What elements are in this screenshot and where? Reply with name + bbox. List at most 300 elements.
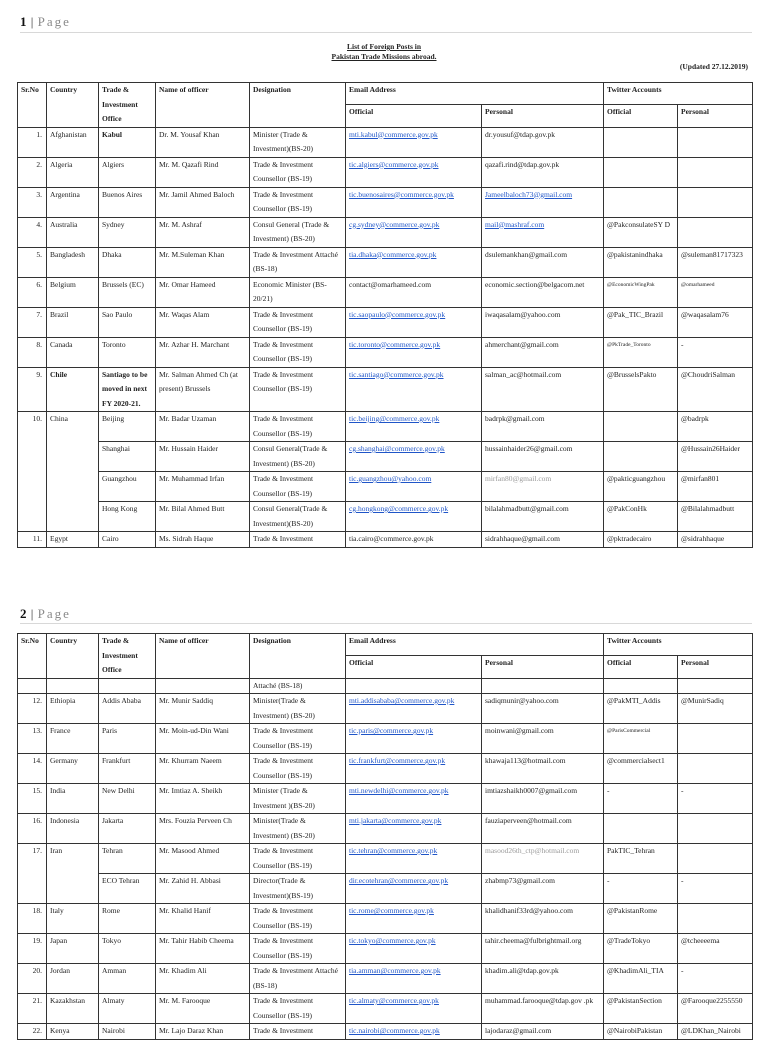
col-email: Email Address [346, 83, 604, 105]
cell-designation: Trade & Investment Counsellor (BS-19) [250, 307, 346, 337]
col-email: Email Address [346, 634, 604, 656]
col-twitter: Twitter Accounts [604, 634, 753, 656]
email-link[interactable]: cg.shanghai@commerce.gov.pk [349, 444, 445, 453]
cell-officer: Mr. Imtiaz A. Sheikh [156, 784, 250, 814]
cell-officer: Mr. Moin-ud-Din Wani [156, 724, 250, 754]
col-trade-office: Trade & Investment Office [99, 634, 156, 679]
header-rule [20, 623, 752, 624]
cell-twitter-official [604, 187, 678, 217]
col-trade-office: Trade & Investment Office [99, 83, 156, 128]
col-email-personal: Personal [482, 656, 604, 678]
cell-country: Iran [47, 844, 99, 904]
cell-designation: Minister(Trade & Investment) (BS-20) [250, 694, 346, 724]
cell-email-personal: ahmerchant@gmail.com [482, 337, 604, 367]
page-number: 1 [20, 14, 27, 29]
cell-email-personal: dsulemankhan@gmail.com [482, 247, 604, 277]
col-designation: Designation [250, 83, 346, 128]
title-line-1: List of Foreign Posts in [346, 42, 422, 51]
cell-country: Germany [47, 754, 99, 784]
cell-twitter-official: @PakconsulateSY D [604, 217, 678, 247]
cell-twitter-official [604, 814, 678, 844]
cell-office: Sydney [99, 217, 156, 247]
table-row-carryover [18, 678, 753, 694]
cell-officer: Dr. M. Yousaf Khan [156, 127, 250, 157]
cell-srno: 7. [18, 307, 47, 337]
cell-officer: Mr. M. Ashraf [156, 217, 250, 247]
cell-twitter-personal: @MunirSadiq [678, 694, 753, 724]
cell-designation: Trade & Investment Counsellor (BS-19) [250, 157, 346, 187]
table-row [18, 724, 753, 754]
email-link[interactable]: tic.nairobi@commerce.gov.pk [349, 1026, 440, 1035]
cell-designation: Consul General(Trade & Investment) (BS-20) [250, 442, 346, 472]
email-link[interactable]: tia.amman@commerce.gov.pk [349, 966, 441, 975]
cell-twitter-official: - [604, 784, 678, 814]
cell-twitter-personal: @suleman81717323 [678, 247, 753, 277]
col-designation: Designation [250, 634, 346, 679]
cell-email-official[interactable] [346, 412, 482, 442]
cell-srno: 19. [18, 934, 47, 964]
email-link[interactable]: Jameelbaloch73@gmail.com [485, 189, 573, 199]
cell-email-official: tia.cairo@commerce.gov.pk [346, 532, 482, 548]
cell-office: New Delhi [99, 784, 156, 814]
page-separator: | [30, 14, 34, 29]
email-link[interactable]: mti.newdelhi@commerce.gov.pk [349, 786, 449, 795]
email-link[interactable]: tic.tokyo@commerce.gov.pk [349, 936, 436, 945]
table-row [18, 157, 753, 187]
cell-twitter-official: @EconomicWingPak [604, 277, 678, 307]
cell-officer: Mr. Waqas Alam [156, 307, 250, 337]
cell-office: Almaty [99, 994, 156, 1024]
cell-officer: Mr. Muhammad Irfan [156, 472, 250, 502]
cell-srno: 2. [18, 157, 47, 187]
col-twitter-official: Official [604, 105, 678, 127]
cell-email-personal[interactable] [482, 187, 604, 217]
cell-twitter-official [604, 412, 678, 442]
email-link[interactable]: tic.beijing@commerce.gov.pk [349, 414, 440, 423]
table-row [18, 472, 753, 502]
table-row [18, 904, 753, 934]
cell-twitter-personal [678, 217, 753, 247]
cell-officer: Mr. Masood Ahmed [156, 844, 250, 874]
cell-office: Sao Paulo [99, 307, 156, 337]
cell-twitter-personal: @sidrahhaque [678, 532, 753, 548]
foreign-posts-table-1 [17, 82, 753, 548]
cell-email-official[interactable] [346, 784, 482, 814]
cell-twitter-personal: @Hussain26Haider [678, 442, 753, 472]
col-country: Country [47, 83, 99, 128]
cell-officer: Mr. M. Qazafi Rind [156, 157, 250, 187]
cell-twitter-official: PakTIC_Tehran [604, 844, 678, 874]
cell-country: Japan [47, 934, 99, 964]
cell-designation: Trade & Investment Attaché (BS-18) [250, 247, 346, 277]
col-email-personal: Personal [482, 105, 604, 127]
cell-srno: 12. [18, 694, 47, 724]
cell-country: India [47, 784, 99, 814]
cell-designation: Consul General(Trade & Investment)(BS-20) [250, 502, 346, 532]
cell-twitter-personal [678, 814, 753, 844]
cell-country: Chile [47, 367, 99, 412]
table-row [18, 442, 753, 472]
page-label: Page [37, 14, 71, 29]
table-cell [156, 678, 250, 694]
col-officer: Name of officer [156, 634, 250, 679]
email-link[interactable]: mti.addisababa@commerce.gov.pk [349, 696, 455, 705]
cell-designation: Trade & Investment [250, 532, 346, 548]
cell-email-personal: economic.section@belgacom.net [482, 277, 604, 307]
cell-email-official[interactable] [346, 337, 482, 367]
document-title [0, 42, 768, 62]
email-link[interactable]: tic.buenosaires@commerce.gov.pk [349, 189, 454, 199]
cell-office: Jakarta [99, 814, 156, 844]
email-link[interactable]: mti.kabul@commerce.gov.pk [349, 129, 438, 139]
cell-designation: Attaché (BS-18) [250, 678, 346, 694]
cell-officer: Mr. Jamil Ahmed Baloch [156, 187, 250, 217]
cell-officer: Mr. Salman Ahmed Ch (at present) Brussels [156, 367, 250, 412]
table-row [18, 307, 753, 337]
cell-office: Nairobi [99, 1024, 156, 1040]
cell-email-personal: salman_ac@hotmail.com [482, 367, 604, 412]
cell-twitter-personal [678, 157, 753, 187]
cell-designation: Trade & Investment Counsellor (BS-19) [250, 337, 346, 367]
cell-country: Egypt [47, 532, 99, 548]
cell-country: Afghanistan [47, 127, 99, 157]
cell-office: Amman [99, 964, 156, 994]
cell-srno: 11. [18, 532, 47, 548]
cell-office: Cairo [99, 532, 156, 548]
cell-designation: Minister(Trade & Investment) (BS-20) [250, 814, 346, 844]
cell-office: Kabul [99, 127, 156, 157]
cell-designation: Trade & Investment Counsellor (BS-19) [250, 934, 346, 964]
cell-office: Tokyo [99, 934, 156, 964]
col-srno: Sr.No [18, 83, 47, 128]
table-cell [47, 678, 99, 694]
cell-email-personal: hussainhaider26@gmail.com [482, 442, 604, 472]
cell-twitter-official: @pakistanindhaka [604, 247, 678, 277]
cell-srno: 22. [18, 1024, 47, 1040]
cell-email-official[interactable] [346, 157, 482, 187]
cell-designation: Trade & Investment Counsellor (BS-19) [250, 844, 346, 874]
cell-office: Algiers [99, 157, 156, 187]
cell-twitter-personal: @Farooque2255550 [678, 994, 753, 1024]
cell-twitter-official: @TradeTokyo [604, 934, 678, 964]
cell-email-official[interactable] [346, 694, 482, 724]
cell-email-personal: khalidhanif33rd@yahoo.com [482, 904, 604, 934]
cell-twitter-official: @ParisCommercial [604, 724, 678, 754]
table-row [18, 367, 753, 412]
cell-twitter-official: @PakConHk [604, 502, 678, 532]
cell-email-personal: muhammad.farooque@tdap.gov .pk [482, 994, 604, 1024]
cell-email-official[interactable] [346, 724, 482, 754]
email-link[interactable]: tia.dhaka@commerce.gov.pk [349, 249, 437, 259]
cell-twitter-personal [678, 754, 753, 784]
cell-twitter-official: - [604, 874, 678, 904]
cell-email-official[interactable] [346, 994, 482, 1024]
cell-email-personal: moinwani@gmail.com [482, 724, 604, 754]
cell-email-personal: masood26th_ctp@hotmail.com [482, 844, 604, 874]
col-twitter: Twitter Accounts [604, 83, 753, 105]
cell-country: Argentina [47, 187, 99, 217]
cell-country: Bangladesh [47, 247, 99, 277]
cell-email-official[interactable] [346, 1024, 482, 1040]
cell-email-official[interactable] [346, 934, 482, 964]
email-link[interactable]: tic.santiago@commerce.gov.pk [349, 369, 444, 379]
cell-designation: Trade & Investment Counsellor (BS-19) [250, 412, 346, 442]
table-row [18, 217, 753, 247]
table-row [18, 187, 753, 217]
cell-email-personal: mirfan80@gmail.com [482, 472, 604, 502]
col-twitter-official: Official [604, 656, 678, 678]
cell-email-personal: khadim.ali@tdap.gov.pk [482, 964, 604, 994]
cell-officer: Mr. Azhar H. Marchant [156, 337, 250, 367]
cell-twitter-personal: - [678, 337, 753, 367]
cell-country: China [47, 412, 99, 532]
table-cell [482, 678, 604, 694]
page-header-1 [20, 14, 71, 30]
cell-email-personal: bilalahmadbutt@gmail.com [482, 502, 604, 532]
cell-country: France [47, 724, 99, 754]
cell-twitter-personal: - [678, 784, 753, 814]
cell-twitter-official: @NairobiPakistan [604, 1024, 678, 1040]
page-number: 2 [20, 606, 27, 621]
cell-twitter-personal: @ChoudriSalman [678, 367, 753, 412]
table-cell [678, 678, 753, 694]
cell-designation: Trade & Investment [250, 1024, 346, 1040]
cell-office: Toronto [99, 337, 156, 367]
cell-office: Dhaka [99, 247, 156, 277]
col-srno: Sr.No [18, 634, 47, 679]
title-line-2: Pakistan Trade Missions abroad. [331, 52, 437, 61]
col-officer: Name of officer [156, 83, 250, 128]
cell-twitter-personal: @Bilalahmadbutt [678, 502, 753, 532]
cell-srno: 4. [18, 217, 47, 247]
cell-designation: Economic Minister (BS-20/21) [250, 277, 346, 307]
table-row [18, 694, 753, 724]
cell-office: Guangzhou [99, 472, 156, 502]
cell-twitter-official: @commercialsect1 [604, 754, 678, 784]
cell-email-official[interactable] [346, 217, 482, 247]
cell-twitter-personal: - [678, 964, 753, 994]
cell-twitter-personal: - [678, 874, 753, 904]
table-header-row [18, 634, 753, 656]
cell-designation: Trade & Investment Counsellor (BS-19) [250, 994, 346, 1024]
cell-srno: 8. [18, 337, 47, 367]
col-country: Country [47, 634, 99, 679]
cell-twitter-official: @PakistanSection [604, 994, 678, 1024]
cell-office: Tehran [99, 844, 156, 874]
email-link[interactable]: cg.sydney@commerce.gov.pk [349, 219, 440, 229]
cell-country: Indonesia [47, 814, 99, 844]
email-link[interactable]: mail@mashraf.com [485, 219, 545, 229]
cell-twitter-official: @pktradecairo [604, 532, 678, 548]
table-row [18, 247, 753, 277]
cell-email-personal[interactable] [482, 217, 604, 247]
cell-officer: Mr. Munir Saddiq [156, 694, 250, 724]
cell-email-official[interactable] [346, 904, 482, 934]
cell-email-official[interactable] [346, 307, 482, 337]
cell-twitter-official: @PakMTI_Addis [604, 694, 678, 724]
cell-twitter-official: @pakticguangzhou [604, 472, 678, 502]
cell-email-personal: imtiazshaikh0007@gmail.com [482, 784, 604, 814]
cell-email-official[interactable] [346, 472, 482, 502]
email-link[interactable]: tic.frankfurt@commerce.gov.pk [349, 756, 446, 765]
cell-designation: Minister (Trade & Investment)(BS-20) [250, 127, 346, 157]
cell-office: Frankfurt [99, 754, 156, 784]
cell-srno: 9. [18, 367, 47, 412]
email-link[interactable]: tic.tehran@commerce.gov.pk [349, 846, 438, 855]
cell-twitter-personal: @LDKhan_Nairobi [678, 1024, 753, 1040]
cell-country: Kenya [47, 1024, 99, 1040]
table-row [18, 412, 753, 442]
cell-srno: 15. [18, 784, 47, 814]
email-link[interactable]: cg.hongkong@commerce.gov.pk [349, 504, 449, 513]
page-label: Page [37, 606, 71, 621]
cell-officer: Mr. Badar Uzaman [156, 412, 250, 442]
cell-designation: Trade & Investment Counsellor (BS-19) [250, 904, 346, 934]
cell-officer: Mr. Khadim Ali [156, 964, 250, 994]
table-row [18, 844, 753, 874]
email-link[interactable]: tic.rome@commerce.gov.pk [349, 906, 434, 915]
cell-country: Italy [47, 904, 99, 934]
cell-officer: Mr. Tahir Habib Cheema [156, 934, 250, 964]
updated-date: (Updated 27.12.2019) [679, 62, 748, 71]
cell-office: Buenos Aires [99, 187, 156, 217]
cell-twitter-personal: @tcheeeema [678, 934, 753, 964]
cell-country: Australia [47, 217, 99, 247]
cell-country: Kazakhstan [47, 994, 99, 1024]
email-link[interactable]: tic.guangzhou@yahoo.com [349, 474, 432, 483]
cell-twitter-official: @Pak_TIC_Brazil [604, 307, 678, 337]
email-link[interactable]: tic.almaty@commerce.gov.pk [349, 996, 439, 1005]
cell-email-official[interactable] [346, 754, 482, 784]
email-link[interactable]: tic.toronto@commerce.gov.pk [349, 339, 441, 349]
cell-twitter-personal: @waqasalam76 [678, 307, 753, 337]
cell-designation: Director(Trade & Investment)(BS-19) [250, 874, 346, 904]
cell-officer: Mr. M.Suleman Khan [156, 247, 250, 277]
cell-office: Brussels (EC) [99, 277, 156, 307]
cell-srno: 21. [18, 994, 47, 1024]
cell-email-personal: tahir.cheema@fulbrightmail.org [482, 934, 604, 964]
table-cell [18, 678, 47, 694]
cell-email-official[interactable] [346, 964, 482, 994]
cell-email-official[interactable] [346, 187, 482, 217]
foreign-posts-table-2 [17, 633, 753, 1040]
cell-designation: Trade & Investment Counsellor (BS-19) [250, 724, 346, 754]
cell-office: Shanghai [99, 442, 156, 472]
cell-twitter-official [604, 442, 678, 472]
email-link[interactable]: tic.paris@commerce.gov.pk [349, 726, 434, 735]
cell-email-official[interactable] [346, 874, 482, 904]
table-row [18, 502, 753, 532]
cell-twitter-personal [678, 844, 753, 874]
cell-country: Jordan [47, 964, 99, 994]
cell-srno: 18. [18, 904, 47, 934]
cell-srno: 1. [18, 127, 47, 157]
cell-country: Canada [47, 337, 99, 367]
table-row [18, 277, 753, 307]
col-twitter-personal: Personal [678, 105, 753, 127]
table-cell [604, 678, 678, 694]
table-row [18, 784, 753, 814]
cell-designation: Minister (Trade & Investment )(BS-20) [250, 784, 346, 814]
cell-designation: Trade & Investment Counsellor (BS-19) [250, 187, 346, 217]
table-row [18, 874, 753, 904]
cell-officer: Mr. Omar Hameed [156, 277, 250, 307]
cell-email-personal: lajodaraz@gmail.com [482, 1024, 604, 1040]
cell-officer: Mr. Khalid Hanif [156, 904, 250, 934]
cell-twitter-personal: @mirfan801 [678, 472, 753, 502]
cell-twitter-personal [678, 127, 753, 157]
cell-officer: Mr. Lajo Daraz Khan [156, 1024, 250, 1040]
table-row [18, 754, 753, 784]
cell-twitter-official: @KhadimAli_TIA [604, 964, 678, 994]
cell-srno: 14. [18, 754, 47, 784]
table-cell [99, 678, 156, 694]
cell-twitter-official: @PkTrade_Toronto [604, 337, 678, 367]
cell-country: Brazil [47, 307, 99, 337]
cell-email-personal: iwaqasalam@yahoo.com [482, 307, 604, 337]
cell-office: Rome [99, 904, 156, 934]
cell-twitter-official: @PakistanRome [604, 904, 678, 934]
col-email-official: Official [346, 105, 482, 127]
cell-email-personal: sadiqmunir@yahoo.com [482, 694, 604, 724]
cell-office: ECO Tehran [99, 874, 156, 904]
email-link[interactable]: tic.algiers@commerce.gov.pk [349, 159, 439, 169]
cell-email-official[interactable] [346, 442, 482, 472]
cell-office: Hong Kong [99, 502, 156, 532]
cell-email-official[interactable] [346, 127, 482, 157]
table-row [18, 964, 753, 994]
table-row [18, 994, 753, 1024]
cell-twitter-personal [678, 904, 753, 934]
email-link[interactable]: tic.saopaulo@commerce.gov.pk [349, 309, 446, 319]
cell-email-official[interactable] [346, 367, 482, 412]
cell-officer: Ms. Sidrah Haque [156, 532, 250, 548]
cell-srno: 16. [18, 814, 47, 844]
table-row [18, 337, 753, 367]
cell-email-personal: fauziaperveen@hotmail.com [482, 814, 604, 844]
cell-designation: Trade & Investment Attaché (BS-18) [250, 964, 346, 994]
cell-country: Belgium [47, 277, 99, 307]
cell-twitter-personal [678, 187, 753, 217]
cell-designation: Consul General (Trade & Investment) (BS-20) [250, 217, 346, 247]
cell-country: Algeria [47, 157, 99, 187]
cell-office: Santiago to be moved in next FY 2020-21. [99, 367, 156, 412]
cell-officer: Mr. M. Farooque [156, 994, 250, 1024]
cell-email-official[interactable] [346, 247, 482, 277]
cell-email-personal: khawaja113@hotmail.com [482, 754, 604, 784]
table-row [18, 934, 753, 964]
cell-twitter-official [604, 157, 678, 187]
cell-email-official[interactable] [346, 814, 482, 844]
cell-office: Beijing [99, 412, 156, 442]
cell-srno: 17. [18, 844, 47, 904]
cell-email-personal: zhabmp73@gmail.com [482, 874, 604, 904]
cell-officer: Mr. Hussain Haider [156, 442, 250, 472]
cell-email-official[interactable] [346, 502, 482, 532]
email-link[interactable]: dir.ecotehran@commerce.gov.pk [349, 876, 449, 885]
table-header-row [18, 83, 753, 105]
cell-email-personal: qazafi.rind@tdap.gov.pk [482, 157, 604, 187]
cell-email-personal: badrpk@gmail.com [482, 412, 604, 442]
cell-email-official[interactable] [346, 844, 482, 874]
cell-country: Ethiopia [47, 694, 99, 724]
cell-srno: 20. [18, 964, 47, 994]
cell-twitter-personal: @omarhameed [678, 277, 753, 307]
table-cell [346, 678, 482, 694]
cell-office: Addis Ababa [99, 694, 156, 724]
email-link[interactable]: mti.jakarta@commerce.gov.pk [349, 816, 442, 825]
cell-designation: Trade & Investment Counsellor (BS-19) [250, 367, 346, 412]
